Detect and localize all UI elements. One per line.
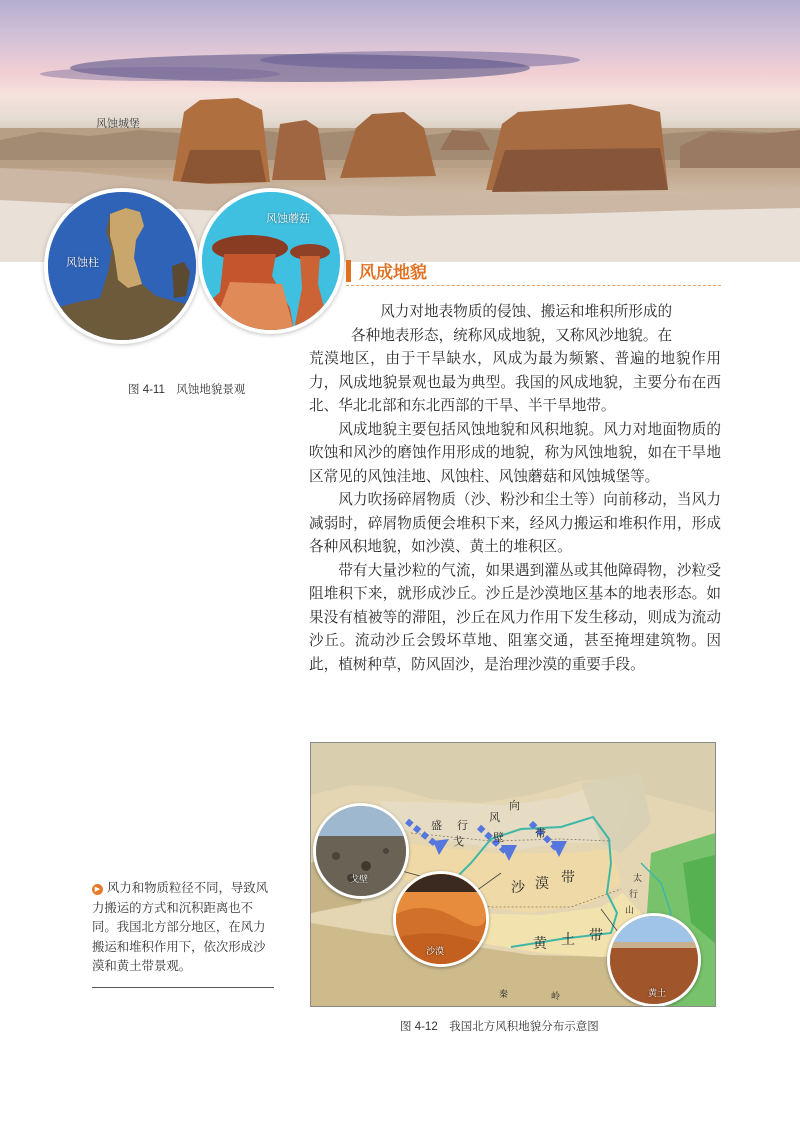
gobi-photo-label: 戈壁 <box>350 874 369 884</box>
section-title: 风成地貌 <box>359 263 427 283</box>
map-wind-char-4: 向 <box>509 799 520 812</box>
map-qinling-char-1: 秦 <box>499 990 509 1000</box>
loess-photo <box>607 913 701 1007</box>
castle-label: 风蚀城堡 <box>96 118 140 130</box>
desert-photo-label: 沙漠 <box>426 946 445 956</box>
pillar-label: 风蚀柱 <box>66 257 99 269</box>
aeolian-landform-map <box>310 742 716 1007</box>
paragraph-1-start: 风力对地表物质的侵蚀、搬运和堆积所形成的 <box>380 303 673 320</box>
paragraph-2: 风成地貌主要包括风蚀地貌和风积地貌。风力对地面物质的吹蚀和风沙的磨蚀作用形成的地貌，称为风蚀地貌，如在干旱地区常见的风蚀洼地、风蚀柱、风蚀蘑菇和风蚀城堡等。 <box>309 420 721 485</box>
body-text <box>309 347 721 676</box>
map-gobi-char-2: 壁 <box>493 831 504 844</box>
paragraph-1: 荒漠地区，由于干旱缺水，风成为最为频繁、普遍的地貌作用力，风成地貌景观也最为典型。我国的风成地貌，主要分布在西北、华北北部和东北西部的干旱、半干旱地带。 <box>309 350 721 414</box>
play-icon: ▶ <box>92 884 103 895</box>
map-desert-char-1: 沙 <box>511 880 525 896</box>
wind-mushroom-photo <box>198 188 344 334</box>
map-gobi-char-3: 带 <box>535 827 546 840</box>
map-mountain-char-3: 山 <box>625 906 635 916</box>
wind-pillar-photo <box>44 188 200 344</box>
map-loess-char-3: 带 <box>589 928 603 944</box>
map-loess-char-1: 黄 <box>533 936 547 952</box>
side-note <box>92 878 274 976</box>
figure-4-11-caption: 图 4-11 风蚀地貌景观 <box>128 384 246 396</box>
desert-photo <box>393 871 489 967</box>
map-wind-char-2: 行 <box>457 819 468 832</box>
heading-divider <box>346 285 721 287</box>
map-wind-char-1: 盛 <box>431 819 442 832</box>
map-desert-char-2: 漠 <box>535 876 549 892</box>
paragraph-1-start-2: 各种地表形态，统称风成地貌，又称风沙地貌。在 <box>351 326 673 344</box>
loess-photo-label: 黄土 <box>648 988 667 998</box>
paragraph-3: 风力吹扬碎屑物质（沙、粉沙和尘土等）向前移动，当风力减弱时，碎屑物质便会堆积下来，经风力搬运和堆积作用，形成各种风积地貌，如沙漠、黄土的堆积区。 <box>309 491 721 555</box>
figure-4-12-caption: 图 4-12 我国北方风积地貌分布示意图 <box>400 1021 599 1033</box>
map-gobi-char-1: 戈 <box>453 835 464 848</box>
map-wind-char-3: 风 <box>489 811 500 824</box>
map-qinling-char-2: 岭 <box>551 992 561 1002</box>
side-note-rule <box>92 987 274 988</box>
map-loess-char-2: 土 <box>561 932 575 948</box>
map-desert-char-3: 带 <box>561 870 575 886</box>
section-heading <box>346 254 726 286</box>
paragraph-4: 带有大量沙粒的气流，如果遇到灌丛或其他障碍物，沙粒受阻堆积下来，就形成沙丘。沙丘是沙漠地区基本的地表形态。如果没有植被等的滞阻，沙丘在风力作用下发生移动，则成为流动沙丘。流动沙丘会毁坏草地、阻塞交通，甚至掩埋建筑物。因此，植树种草，防风固沙，是治理沙漠的重要手段。 <box>309 561 721 673</box>
map-mountain-char-1: 太 <box>633 874 643 884</box>
heading-accent-bar <box>346 260 351 282</box>
gobi-photo <box>313 803 409 899</box>
side-note-text: 风力和物质粒径不同，导致风力搬运的方式和沉积距离也不同。我国北方部分地区，在风力搬运和堆积作用下，依次形成沙漠和黄土带景观。 <box>92 880 269 973</box>
mushroom-label: 风蚀蘑菇 <box>266 213 310 225</box>
map-mountain-char-2: 行 <box>629 890 639 900</box>
